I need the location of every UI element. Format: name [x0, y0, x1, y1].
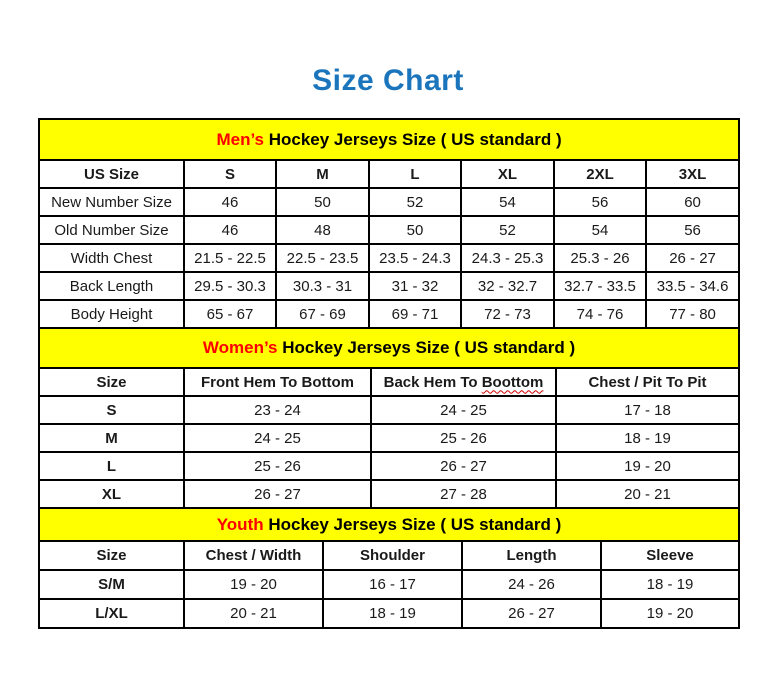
size-value: 26 - 27	[184, 480, 371, 508]
mens-col-header-0: US Size	[39, 160, 184, 188]
size-value: 50	[369, 216, 461, 244]
mens-banner-text: Hockey Jerseys Size ( US standard )	[264, 129, 562, 149]
size-value: 26 - 27	[462, 599, 601, 628]
size-value: 32 - 32.7	[461, 272, 554, 300]
row-label: Width Chest	[39, 244, 184, 272]
mens-row-width-chest	[39, 244, 739, 272]
mens-size-table	[38, 118, 740, 329]
size-value: 48	[276, 216, 369, 244]
size-value: 67 - 69	[276, 300, 369, 328]
mens-col-header-5: 2XL	[554, 160, 646, 188]
row-label: M	[39, 424, 184, 452]
row-label: L/XL	[39, 599, 184, 628]
womens-banner-row	[39, 328, 739, 368]
row-label: Old Number Size	[39, 216, 184, 244]
row-label: Back Length	[39, 272, 184, 300]
size-value: 18 - 19	[601, 570, 739, 599]
size-value: 77 - 80	[646, 300, 739, 328]
page-title: Size Chart	[312, 64, 464, 97]
mens-col-header-3: L	[369, 160, 461, 188]
mens-banner-highlight: Men’s	[216, 129, 264, 149]
size-value: 24 - 26	[462, 570, 601, 599]
mens-col-header-2: M	[276, 160, 369, 188]
size-value: 26 - 27	[646, 244, 739, 272]
row-label: L	[39, 452, 184, 480]
mens-row-back-length	[39, 272, 739, 300]
mens-row-new-number-size	[39, 188, 739, 216]
mens-column-header-row	[39, 160, 739, 188]
size-value: 74 - 76	[554, 300, 646, 328]
womens-row-xl	[39, 480, 739, 508]
womens-col-header-0: Size	[39, 368, 184, 396]
size-value: 54	[554, 216, 646, 244]
womens-section-banner	[39, 328, 739, 368]
womens-column-header-row	[39, 368, 739, 396]
youth-banner-highlight: Youth	[216, 514, 264, 534]
size-value: 65 - 67	[184, 300, 276, 328]
size-value: 60	[646, 188, 739, 216]
youth-size-table	[38, 507, 740, 629]
youth-col-header-2: Shoulder	[323, 541, 462, 570]
size-value: 56	[646, 216, 739, 244]
mens-row-old-number-size	[39, 216, 739, 244]
size-value: 23 - 24	[184, 396, 371, 424]
youth-row-l-xl	[39, 599, 739, 628]
mens-col-header-6: 3XL	[646, 160, 739, 188]
mens-row-body-height	[39, 300, 739, 328]
size-value: 25.3 - 26	[554, 244, 646, 272]
womens-row-l	[39, 452, 739, 480]
size-value: 24 - 25	[184, 424, 371, 452]
size-value: 25 - 26	[184, 452, 371, 480]
womens-banner-highlight: Women’s	[202, 338, 278, 357]
size-value: 31 - 32	[369, 272, 461, 300]
womens-col-header-text: Back Hem To	[383, 373, 482, 391]
size-value: 56	[554, 188, 646, 216]
row-label: S	[39, 396, 184, 424]
womens-col-header-2	[371, 368, 556, 396]
size-value: 69 - 71	[369, 300, 461, 328]
womens-banner-text: Hockey Jerseys Size ( US standard )	[277, 338, 576, 357]
youth-banner-row	[39, 508, 739, 541]
size-value: 18 - 19	[556, 424, 739, 452]
size-value: 25 - 26	[371, 424, 556, 452]
size-value: 18 - 19	[323, 599, 462, 628]
youth-column-header-row	[39, 541, 739, 570]
womens-row-s	[39, 396, 739, 424]
size-value: 20 - 21	[184, 599, 323, 628]
size-value: 20 - 21	[556, 480, 739, 508]
mens-col-header-1: S	[184, 160, 276, 188]
size-value: 54	[461, 188, 554, 216]
row-label: XL	[39, 480, 184, 508]
size-value: 23.5 - 24.3	[369, 244, 461, 272]
size-value: 52	[461, 216, 554, 244]
youth-banner-text: Hockey Jerseys Size ( US standard )	[263, 514, 562, 534]
size-value: 24.3 - 25.3	[461, 244, 554, 272]
size-value: 32.7 - 33.5	[554, 272, 646, 300]
youth-section-banner	[39, 508, 739, 541]
row-label: New Number Size	[39, 188, 184, 216]
womens-col-header-1: Front Hem To Bottom	[184, 368, 371, 396]
size-value: 29.5 - 30.3	[184, 272, 276, 300]
mens-section-banner	[39, 119, 739, 160]
size-value: 52	[369, 188, 461, 216]
size-value: 46	[184, 188, 276, 216]
youth-col-header-4: Sleeve	[601, 541, 739, 570]
misspelled-word: Boottom	[481, 373, 544, 391]
mens-banner-row	[39, 119, 739, 160]
mens-col-header-4: XL	[461, 160, 554, 188]
size-value: 26 - 27	[371, 452, 556, 480]
youth-col-header-1: Chest / Width	[184, 541, 323, 570]
size-value: 50	[276, 188, 369, 216]
size-tables	[38, 118, 738, 629]
womens-col-header-3: Chest / Pit To Pit	[556, 368, 739, 396]
size-value: 19 - 20	[601, 599, 739, 628]
row-label: Body Height	[39, 300, 184, 328]
size-value: 21.5 - 22.5	[184, 244, 276, 272]
size-value: 72 - 73	[461, 300, 554, 328]
youth-row-s-m	[39, 570, 739, 599]
size-value: 27 - 28	[371, 480, 556, 508]
size-value: 16 - 17	[323, 570, 462, 599]
womens-row-m	[39, 424, 739, 452]
youth-col-header-3: Length	[462, 541, 601, 570]
row-label: S/M	[39, 570, 184, 599]
size-value: 30.3 - 31	[276, 272, 369, 300]
youth-col-header-0: Size	[39, 541, 184, 570]
womens-size-table	[38, 327, 740, 509]
size-value: 22.5 - 23.5	[276, 244, 369, 272]
size-value: 33.5 - 34.6	[646, 272, 739, 300]
size-value: 46	[184, 216, 276, 244]
size-value: 17 - 18	[556, 396, 739, 424]
size-value: 19 - 20	[184, 570, 323, 599]
size-value: 24 - 25	[371, 396, 556, 424]
size-value: 19 - 20	[556, 452, 739, 480]
